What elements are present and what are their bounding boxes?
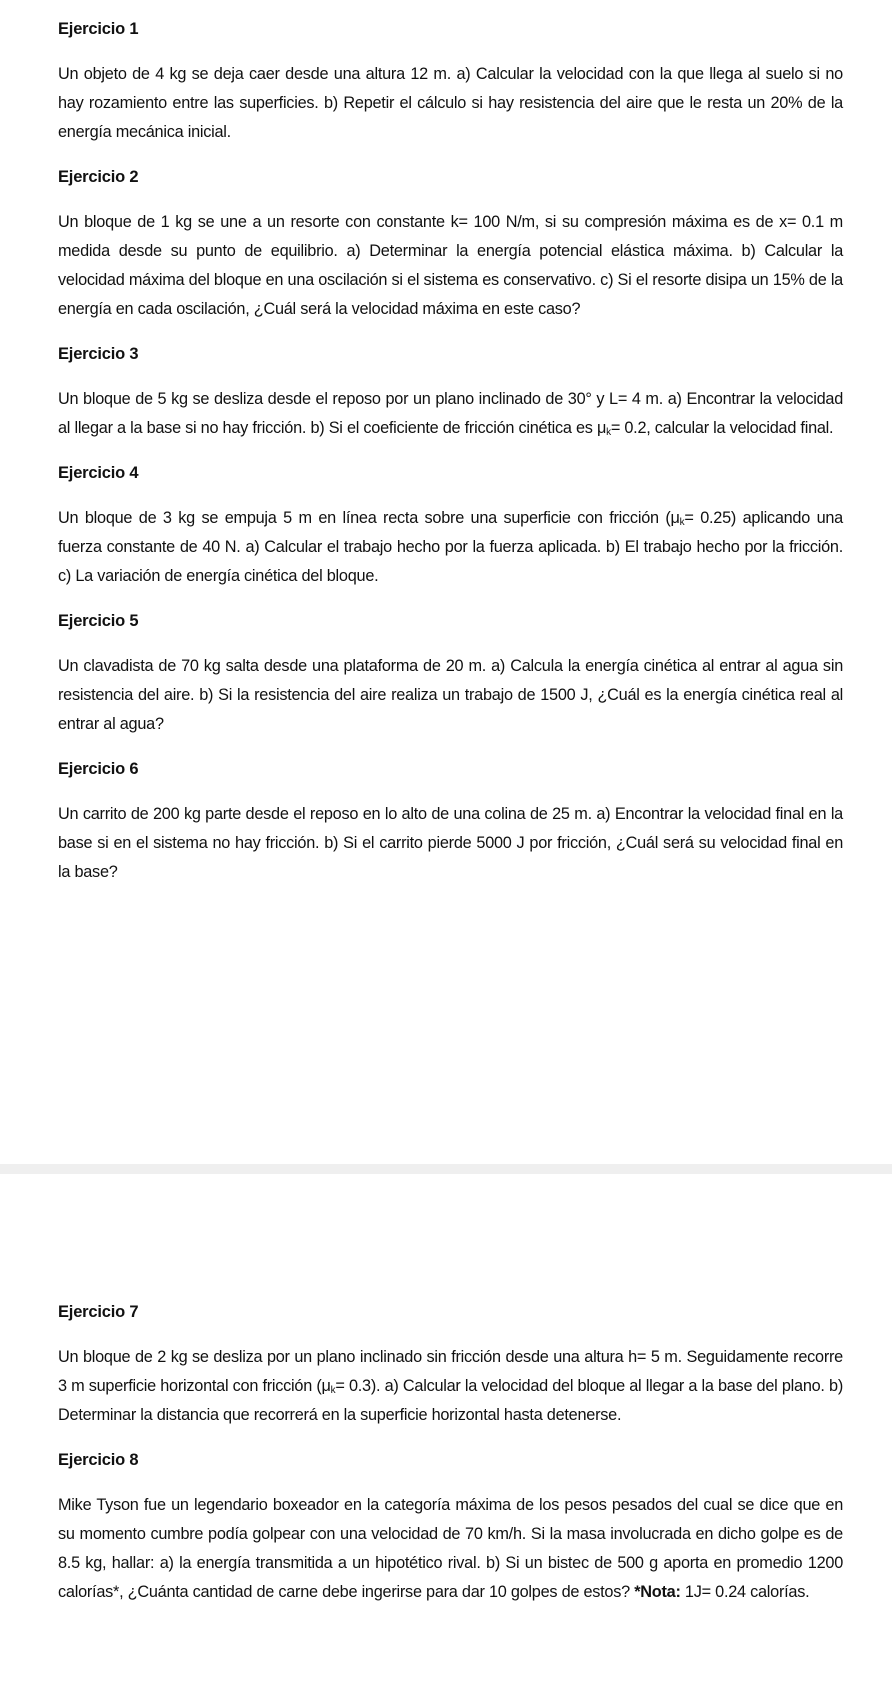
text-segment: 1J= 0.24 calorías. bbox=[680, 1583, 810, 1601]
note-label: *Nota: bbox=[634, 1583, 681, 1601]
exercise-2 bbox=[58, 163, 843, 324]
text-segment: Un bloque de 2 kg se desliza por un plano inclinado sin fricción desde una altura h= 5 m. Seguidamente recorre 3 m superficie horizontal con fricción ( bbox=[58, 1348, 843, 1395]
text-segment: Un bloque de 5 kg se desliza desde el reposo por un plano inclinado de 30° y L= 4 m. a) Encontrar la velocidad al llegar a la base si no hay fricción. b) Si el coeficiente de fricción cinética es bbox=[58, 390, 843, 437]
exercise-text bbox=[58, 504, 843, 591]
exercise-title: Ejercicio 6 bbox=[58, 760, 139, 778]
mu-symbol: μ bbox=[670, 509, 680, 527]
exercise-text: Un objeto de 4 kg se deja caer desde una altura 12 m. a) Calcular la velocidad con la que llega al suelo si no hay rozamiento entre las superficies. b) Repetir el cálculo si hay resistencia del aire que le resta un 20% de la energía mecánica inicial. bbox=[58, 65, 843, 141]
exercise-1 bbox=[58, 15, 843, 147]
exercise-text: Un bloque de 1 kg se une a un resorte con constante k= 100 N/m, si su compresión máxima es de x= 0.1 m medida desde su punto de equilibrio. a) Determinar la energía potencial elástica máxima. b) Calcular la velocidad máxima del bloque en una oscilación si el sistema es conservativo. c) Si el resorte disipa un 15% de la energía en cada oscilación, ¿Cuál será la velocidad máxima en este caso? bbox=[58, 213, 843, 318]
exercise-title: Ejercicio 2 bbox=[58, 168, 139, 186]
exercise-title: Ejercicio 4 bbox=[58, 464, 139, 482]
exercise-text bbox=[58, 1491, 843, 1607]
text-segment: = 0.3). a) Calcular la velocidad del bloque al llegar a la base del plano. b) Determinar la distancia que recorrerá en la superficie horizontal hasta detenerse. bbox=[58, 1377, 843, 1424]
text-segment: Un bloque de 3 kg se empuja 5 m en línea recta sobre una superficie con fricción ( bbox=[58, 509, 671, 527]
subscript-k: k bbox=[679, 517, 685, 528]
exercise-title: Ejercicio 1 bbox=[58, 20, 139, 38]
exercise-title: Ejercicio 7 bbox=[58, 1303, 139, 1321]
exercise-8 bbox=[58, 1446, 843, 1607]
page-break-divider bbox=[0, 1164, 892, 1174]
exercise-6 bbox=[58, 755, 843, 887]
text-segment: = 0.2, calcular la velocidad final. bbox=[610, 419, 834, 437]
exercise-title: Ejercicio 5 bbox=[58, 612, 139, 630]
text-segment: Mike Tyson fue un legendario boxeador en la categoría máxima de los pesos pesados del cual se dice que en su momento cumbre podía golpear con una velocidad de 70 km/h. Si la masa involucrada en dicho golpe es de 8.5 kg, hallar: a) la energía transmitida a un hipotético rival. b) Si un bistec de 500 g aporta en promedio 1200 calorías*, ¿Cuánta cantidad de carne debe ingerirse para dar 10 golpes de estos? bbox=[58, 1496, 843, 1601]
subscript-k: k bbox=[330, 1385, 336, 1396]
exercise-7 bbox=[58, 1298, 843, 1430]
exercise-text: Un carrito de 200 kg parte desde el reposo en lo alto de una colina de 25 m. a) Encontrar la velocidad final en la base si en el sistema no hay fricción. b) Si el carrito pierde 5000 J por fricción, ¿Cuál será su velocidad final en la base? bbox=[58, 805, 843, 881]
page-2 bbox=[58, 1298, 843, 1623]
exercise-3 bbox=[58, 340, 843, 443]
exercise-text: Un clavadista de 70 kg salta desde una plataforma de 20 m. a) Calcula la energía cinética al entrar al agua sin resistencia del aire. b) Si la resistencia del aire realiza un trabajo de 1500 J, ¿Cuál es la energía cinética real al entrar al agua? bbox=[58, 657, 843, 733]
exercise-title: Ejercicio 8 bbox=[58, 1451, 139, 1469]
exercise-text bbox=[58, 385, 843, 443]
exercise-text bbox=[58, 1343, 843, 1430]
exercise-4 bbox=[58, 459, 843, 591]
exercise-title: Ejercicio 3 bbox=[58, 345, 139, 363]
page-1 bbox=[58, 15, 843, 903]
mu-symbol: μ bbox=[321, 1377, 331, 1395]
exercise-5 bbox=[58, 607, 843, 739]
subscript-k: k bbox=[606, 427, 611, 438]
text-segment: = 0.25) aplicando una fuerza constante de 40 N. a) Calcular el trabajo hecho por la fuerza aplicada. b) El trabajo hecho por la fricción. c) La variación de energía cinética del bloque. bbox=[58, 509, 843, 585]
mu-symbol: μ bbox=[596, 419, 607, 437]
